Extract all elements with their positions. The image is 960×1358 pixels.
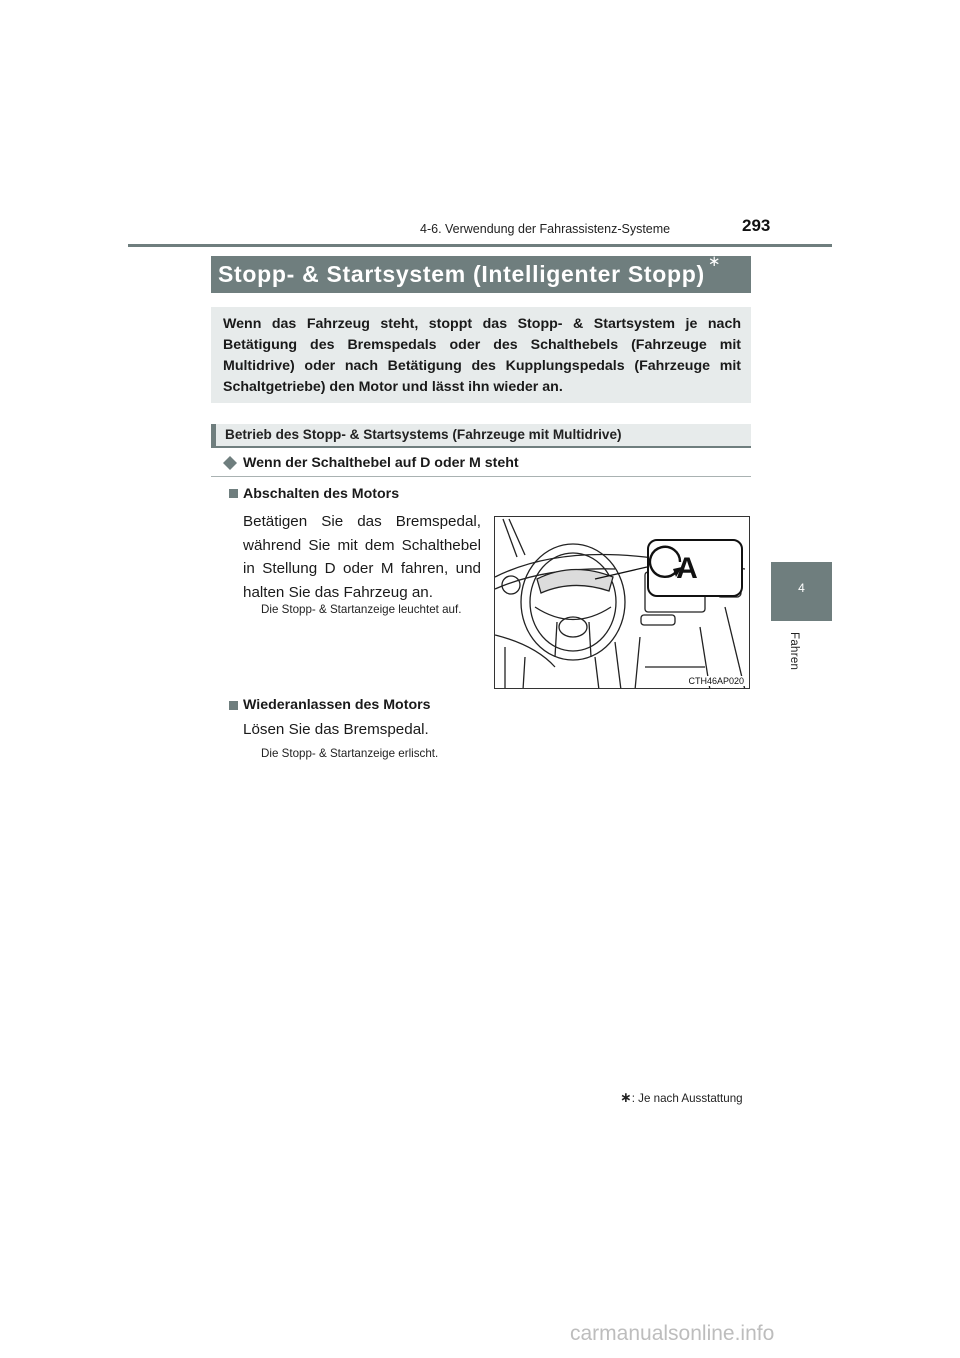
chapter-tab <box>771 562 832 621</box>
subsection-header <box>211 424 751 446</box>
footnote-text: : Je nach Ausstattung <box>631 1092 743 1105</box>
condition-rule <box>211 476 751 477</box>
chapter-label: Fahren <box>788 632 800 671</box>
watermark: carmanualsonline.info <box>570 1322 775 1345</box>
square-bullet-icon <box>229 489 238 498</box>
subsection-title: Betrieb des Stopp- & Startsystems (Fahrzeuge mit Multidrive) <box>225 427 622 442</box>
title-banner <box>211 253 751 293</box>
section-reference: 4-6. Verwendung der Fahrassistenz-Systeme <box>420 222 671 236</box>
square-bullet-icon <box>229 701 238 710</box>
step-body-restart: Lösen Sie das Bremspedal. <box>243 721 429 738</box>
condition-heading: Wenn der Schalthebel auf D oder M steht <box>243 455 519 471</box>
title-asterisk: ∗ <box>707 253 721 270</box>
header-rule <box>128 244 832 247</box>
step-body-stop: Betätigen Sie das Bremspedal, während Sie mit dem Schalthebel in Stellung D oder M fahren, und halten Sie das Fahrzeug an. <box>243 513 481 601</box>
subsection-rule <box>211 446 751 448</box>
page-title: Stopp- & Startsystem (Intelligenter Stopp) <box>218 261 705 287</box>
chapter-number: 4 <box>798 581 805 595</box>
footnote <box>620 1089 743 1106</box>
intro-box <box>211 307 751 403</box>
dashboard-illustration <box>494 516 750 689</box>
callout-box <box>647 539 743 597</box>
step-note-restart: Die Stopp- & Startanzeige erlischt. <box>261 747 439 760</box>
intro-text: Wenn das Fahrzeug steht, stoppt das Stopp- & Startsystem je nach Betätigung des Bremspedals oder des Schalthebels (Fahrzeuge mit Multidrive) oder nach Betätigung des Kupplungspedals (Fahrzeuge mit Schaltgetriebe) den Motor und lässt ihn wieder an. <box>223 316 741 395</box>
diamond-icon <box>222 455 238 471</box>
callout-letter: A <box>676 552 698 585</box>
step-note-stop: Die Stopp- & Startanzeige leuchtet auf. <box>261 603 462 616</box>
page-number: 293 <box>742 216 771 235</box>
figure-code: CTH46AP020 <box>688 676 744 686</box>
subsection-marker <box>211 424 216 446</box>
step-heading-restart: Wiederanlassen des Motors <box>243 697 431 713</box>
step-heading-stop: Abschalten des Motors <box>243 486 400 502</box>
footnote-star: ∗ <box>620 1089 632 1105</box>
